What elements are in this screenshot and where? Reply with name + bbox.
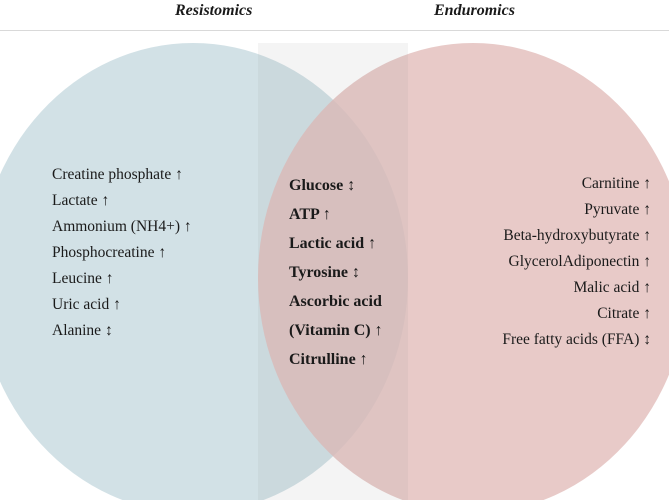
list-item: ATP ↑: [289, 206, 331, 223]
right-set-title: Enduromics: [434, 2, 515, 19]
intersection-list: [289, 171, 383, 374]
list-item: Carnitine ↑: [581, 175, 651, 192]
list-item: Leucine ↑: [52, 270, 114, 287]
list-item: (Vitamin C) ↑: [289, 322, 383, 339]
list-item: Uric acid ↑: [52, 296, 121, 313]
list-item: Ascorbic acid: [289, 293, 382, 310]
list-item: Free fatty acids (FFA) ↕: [502, 331, 651, 348]
list-item: GlycerolAdiponectin ↑: [508, 253, 651, 270]
list-item: Beta-hydroxybutyrate ↑: [503, 227, 651, 244]
list-item: Pyruvate ↑: [584, 201, 651, 218]
left-set-title: Resistomics: [175, 2, 253, 19]
list-item: Lactate ↑: [52, 192, 110, 209]
list-item: Lactic acid ↑: [289, 235, 377, 252]
right-only-list: [502, 171, 651, 353]
list-item: Citrate ↑: [597, 305, 651, 322]
left-only-list: [52, 162, 192, 344]
list-item: Malic acid ↑: [573, 279, 651, 296]
venn-canvas: [0, 30, 669, 500]
list-item: Alanine ↕: [52, 322, 113, 339]
list-item: Glucose ↕: [289, 177, 356, 194]
list-item: Phosphocreatine ↑: [52, 244, 167, 261]
list-item: Tyrosine ↕: [289, 264, 360, 281]
list-item: Creatine phosphate ↑: [52, 166, 183, 183]
list-item: Ammonium (NH4+) ↑: [52, 218, 192, 235]
list-item: Citrulline ↑: [289, 351, 368, 368]
